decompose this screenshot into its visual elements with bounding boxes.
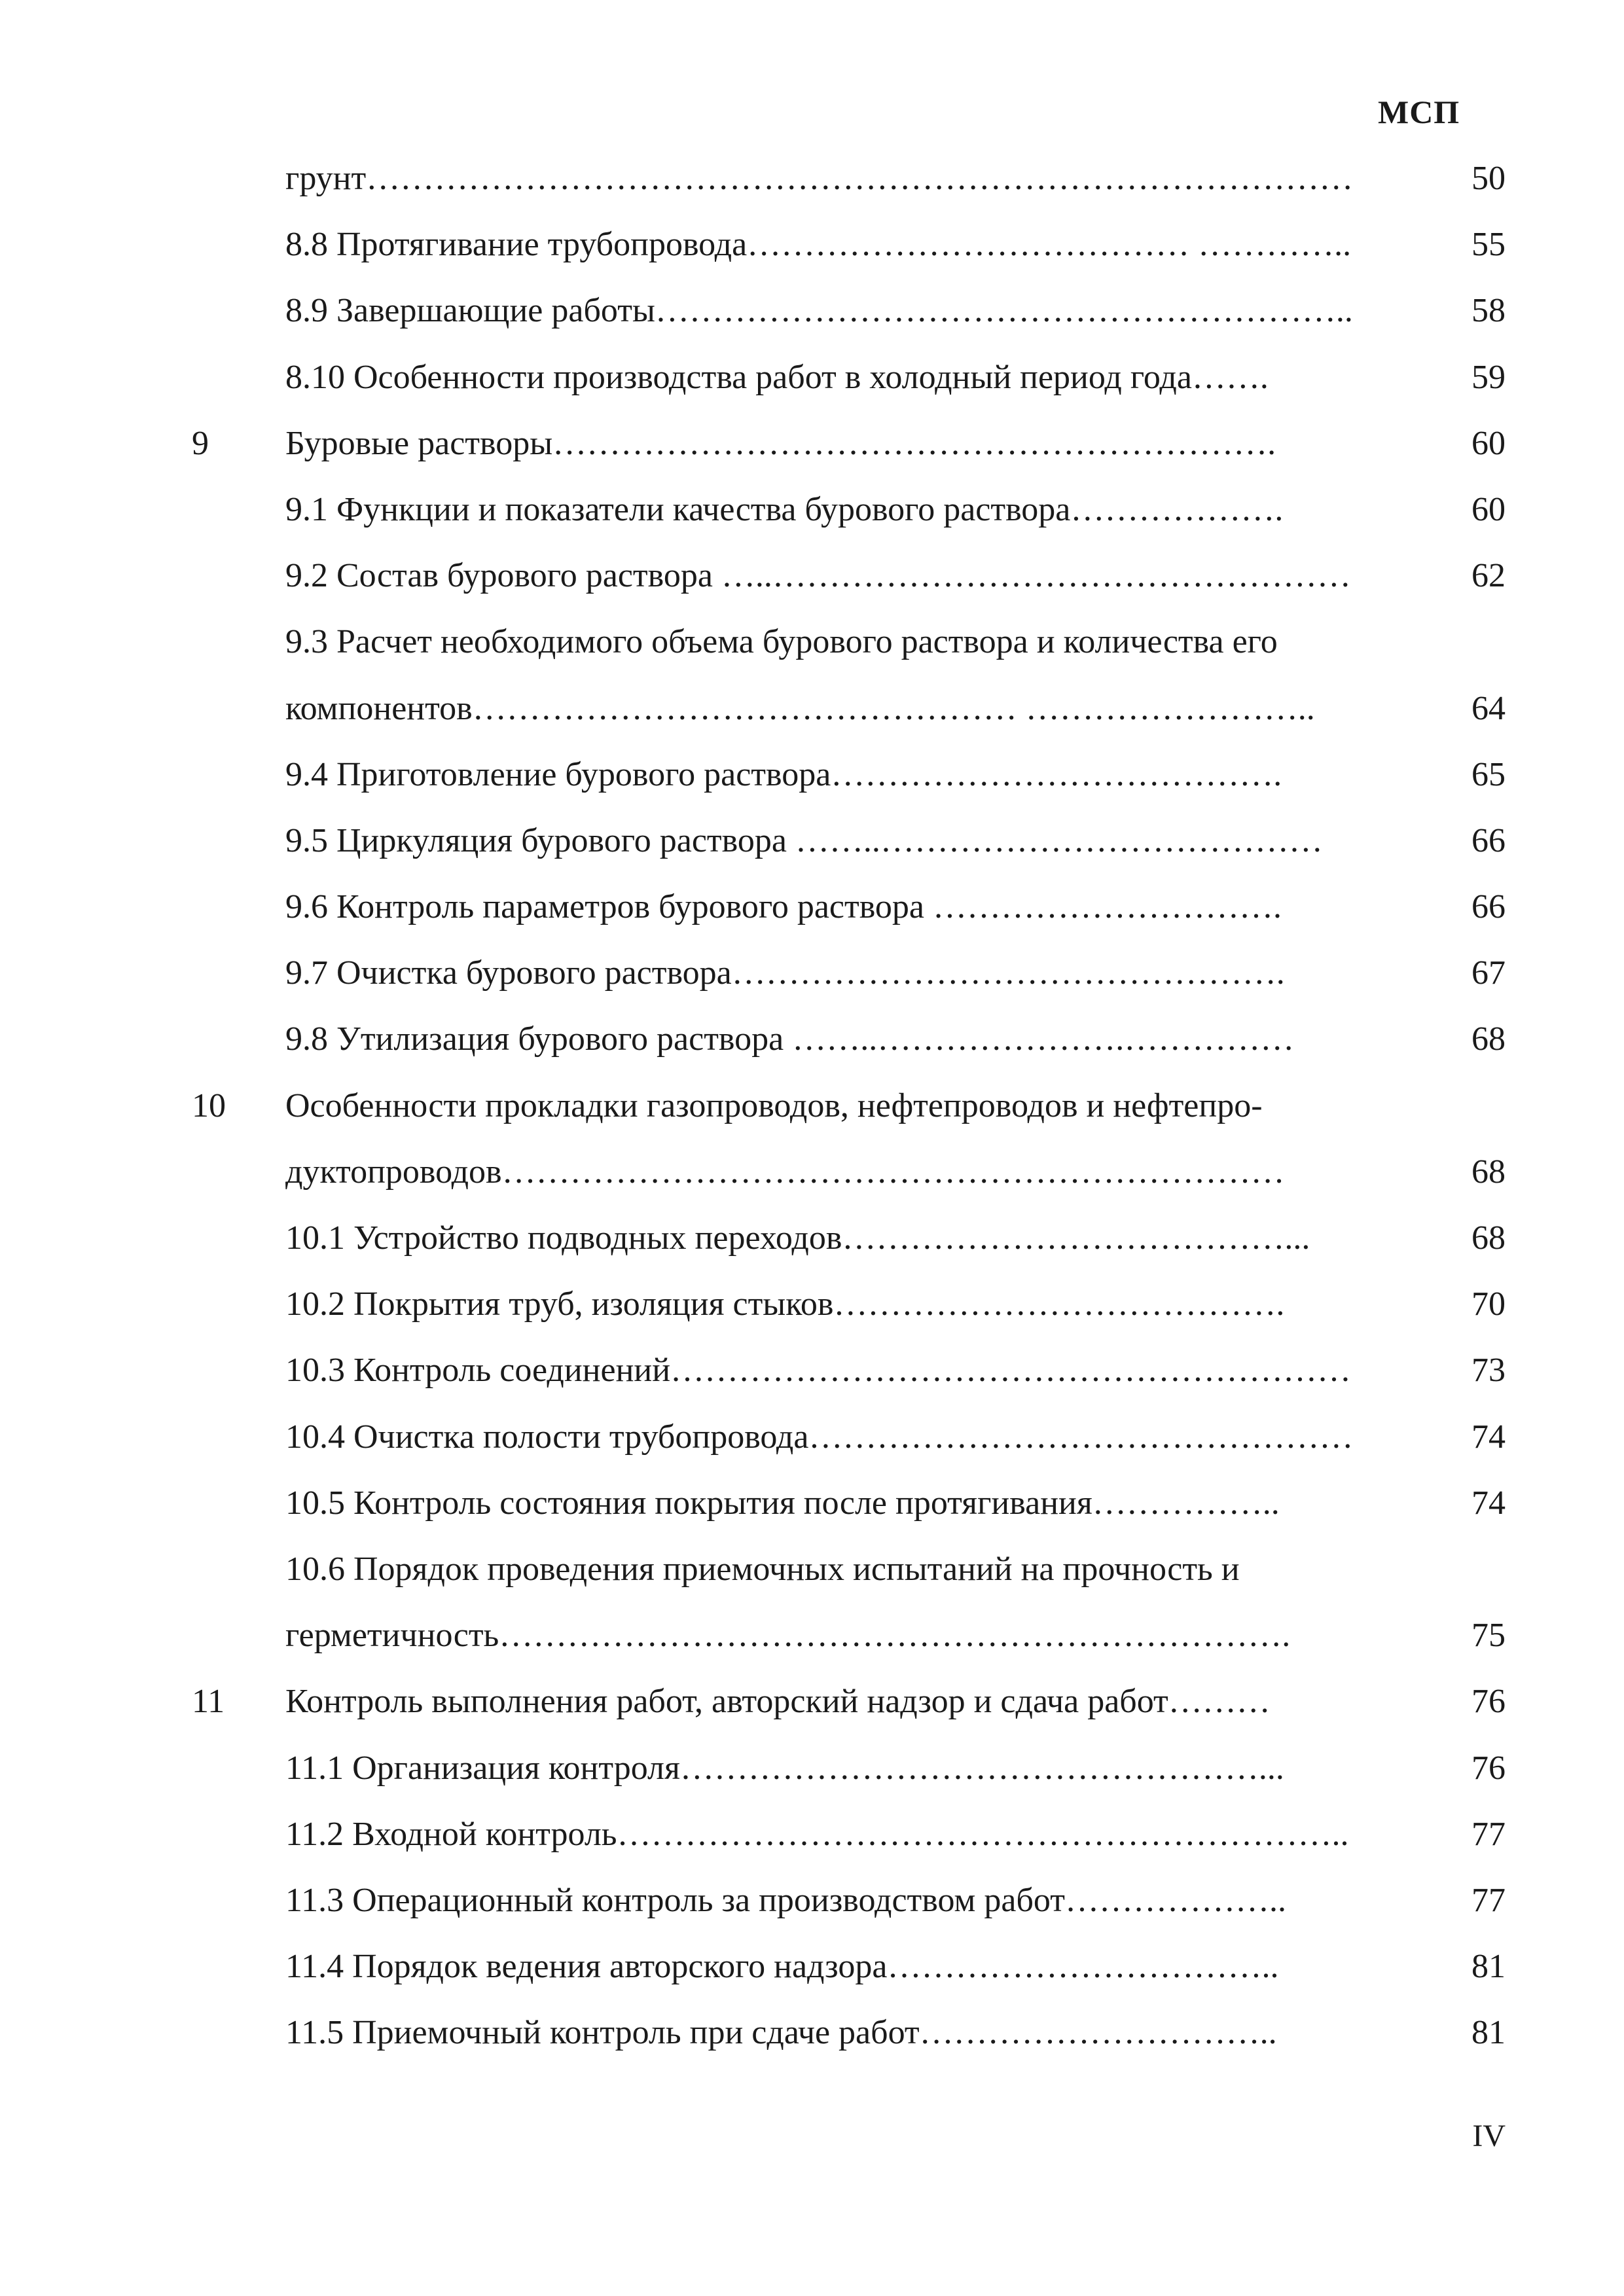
toc-page-number: 68	[1471, 1153, 1506, 1191]
toc-entry-title: дуктопроводов……………………………………………………………	[285, 1153, 1285, 1191]
toc-entry-title: 9.6 Контроль параметров бурового раствора ………………………….	[285, 888, 1282, 926]
toc-entry-title: 9.5 Циркуляция бурового раствора ……..…………………………………	[285, 821, 1323, 859]
toc-page-number: 59	[1471, 358, 1506, 396]
toc-page-number: 75	[1471, 1617, 1506, 1655]
toc-page-number: 74	[1471, 1418, 1506, 1456]
toc-entry-title: 11.3 Операционный контроль за производством работ………………..	[285, 1881, 1286, 1919]
toc-entry-title: 8.8 Протягивание трубопровода………………………………… …………..	[285, 226, 1352, 264]
toc-page-number: 64	[1471, 689, 1506, 727]
toc-page-number: 70	[1471, 1285, 1506, 1323]
toc-entry-title: 10.6 Порядок проведения приемочных испытаний на прочность и	[285, 1550, 1240, 1588]
toc-page-number: 77	[1471, 1815, 1506, 1853]
toc-page-number: 76	[1471, 1749, 1506, 1787]
table-of-contents	[0, 145, 1624, 2066]
toc-row	[0, 808, 1624, 874]
toc-entry-title: 9.1 Функции и показатели качества бурового раствора……………….	[285, 490, 1284, 528]
toc-page-number: 73	[1471, 1352, 1506, 1390]
toc-row	[0, 1536, 1624, 1602]
toc-row	[0, 1139, 1624, 1205]
toc-page-number: 50	[1471, 160, 1506, 197]
toc-page-number: 74	[1471, 1484, 1506, 1522]
toc-entry-title: 11.5 Приемочный контроль при сдаче работ…………………………..	[285, 2014, 1277, 2052]
toc-page-number: 66	[1471, 821, 1506, 859]
toc-row	[0, 1602, 1624, 1668]
toc-page-number: 65	[1471, 755, 1506, 793]
toc-entry-title: Особенности прокладки газопроводов, нефтепроводов и нефтепро-	[285, 1086, 1263, 1124]
toc-row	[0, 476, 1624, 543]
toc-entry-title: 8.9 Завершающие работы……………………………………………………..	[285, 292, 1353, 330]
toc-entry-title: 9.7 Очистка бурового раствора………………………………………….	[285, 954, 1285, 992]
toc-section-number: 10	[192, 1086, 226, 1124]
toc-row	[0, 940, 1624, 1006]
toc-row	[0, 1271, 1624, 1337]
toc-page-number: 66	[1471, 888, 1506, 926]
toc-entry-title: 10.3 Контроль соединений……………………………………………………	[285, 1352, 1352, 1390]
toc-row	[0, 2000, 1624, 2066]
toc-entry-title: 11.2 Входной контроль………………………………………………………..	[285, 1815, 1349, 1853]
toc-row	[0, 675, 1624, 742]
toc-page-number: 67	[1471, 954, 1506, 992]
toc-row	[0, 609, 1624, 675]
toc-page-number: 60	[1471, 490, 1506, 528]
toc-row	[0, 211, 1624, 278]
toc-entry-title: герметичность…………………………………………………………….	[285, 1617, 1291, 1655]
toc-entry-title: 9.2 Состав бурового раствора …..……………………………………………	[285, 557, 1351, 595]
toc-entry-title: 10.4 Очистка полости трубопровода…………………………………………	[285, 1418, 1354, 1456]
toc-entry-title: 10.1 Устройство подводных переходов…………………………………...	[285, 1219, 1310, 1257]
toc-entry-title: 10.2 Покрытия труб, изоляция стыков………………………………….	[285, 1285, 1285, 1323]
toc-entry-title: грунт……………………………………………………………………………	[285, 160, 1354, 197]
toc-page-number: 68	[1471, 1219, 1506, 1257]
toc-page-number: 76	[1471, 1683, 1506, 1721]
toc-row	[0, 1006, 1624, 1072]
toc-row	[0, 1735, 1624, 1801]
toc-row	[0, 1933, 1624, 2000]
toc-entry-title: 9.3 Расчет необходимого объема бурового раствора и количества его	[285, 623, 1278, 661]
toc-row	[0, 1668, 1624, 1734]
toc-page-number: 81	[1471, 1948, 1506, 1986]
toc-row	[0, 1801, 1624, 1867]
toc-row	[0, 278, 1624, 344]
toc-entry-title: 9.8 Утилизация бурового раствора ……..………………….……………	[285, 1020, 1295, 1058]
toc-entry-title: 11.4 Порядок ведения авторского надзора……………………………..	[285, 1948, 1279, 1986]
document-code: МСП	[1378, 94, 1460, 130]
toc-page-number: 58	[1471, 292, 1506, 330]
toc-row	[0, 1867, 1624, 1933]
toc-row	[0, 1205, 1624, 1271]
toc-page-number: 77	[1471, 1881, 1506, 1919]
toc-row	[0, 1404, 1624, 1470]
toc-row	[0, 1337, 1624, 1403]
toc-row	[0, 145, 1624, 211]
toc-row	[0, 874, 1624, 940]
toc-section-number: 9	[192, 424, 209, 462]
toc-row	[0, 410, 1624, 476]
toc-page-number: 55	[1471, 226, 1506, 264]
toc-entry-title: 8.10 Особенности производства работ в холодный период года…….	[285, 358, 1269, 396]
toc-entry-title: 10.5 Контроль состояния покрытия после протягивания……………..	[285, 1484, 1280, 1522]
toc-row	[0, 543, 1624, 609]
toc-entry-title: 9.4 Приготовление бурового раствора………………………………….	[285, 755, 1282, 793]
toc-page-number: 60	[1471, 424, 1506, 462]
footer-page-number: IV	[1472, 2119, 1506, 2153]
toc-entry-title: компонентов………………………………………… ……………………..	[285, 689, 1315, 727]
toc-page-number: 81	[1471, 2014, 1506, 2052]
toc-row	[0, 1470, 1624, 1536]
toc-row	[0, 1073, 1624, 1139]
toc-page-number: 62	[1471, 557, 1506, 595]
toc-row	[0, 742, 1624, 808]
toc-page-number: 68	[1471, 1020, 1506, 1058]
toc-section-number: 11	[192, 1683, 225, 1721]
toc-entry-title: 11.1 Организация контроля……………………………………………...	[285, 1749, 1284, 1787]
toc-row	[0, 344, 1624, 410]
toc-entry-title: Буровые растворы……………………………………………………….	[285, 424, 1276, 462]
toc-entry-title: Контроль выполнения работ, авторский надзор и сдача работ………	[285, 1683, 1271, 1721]
